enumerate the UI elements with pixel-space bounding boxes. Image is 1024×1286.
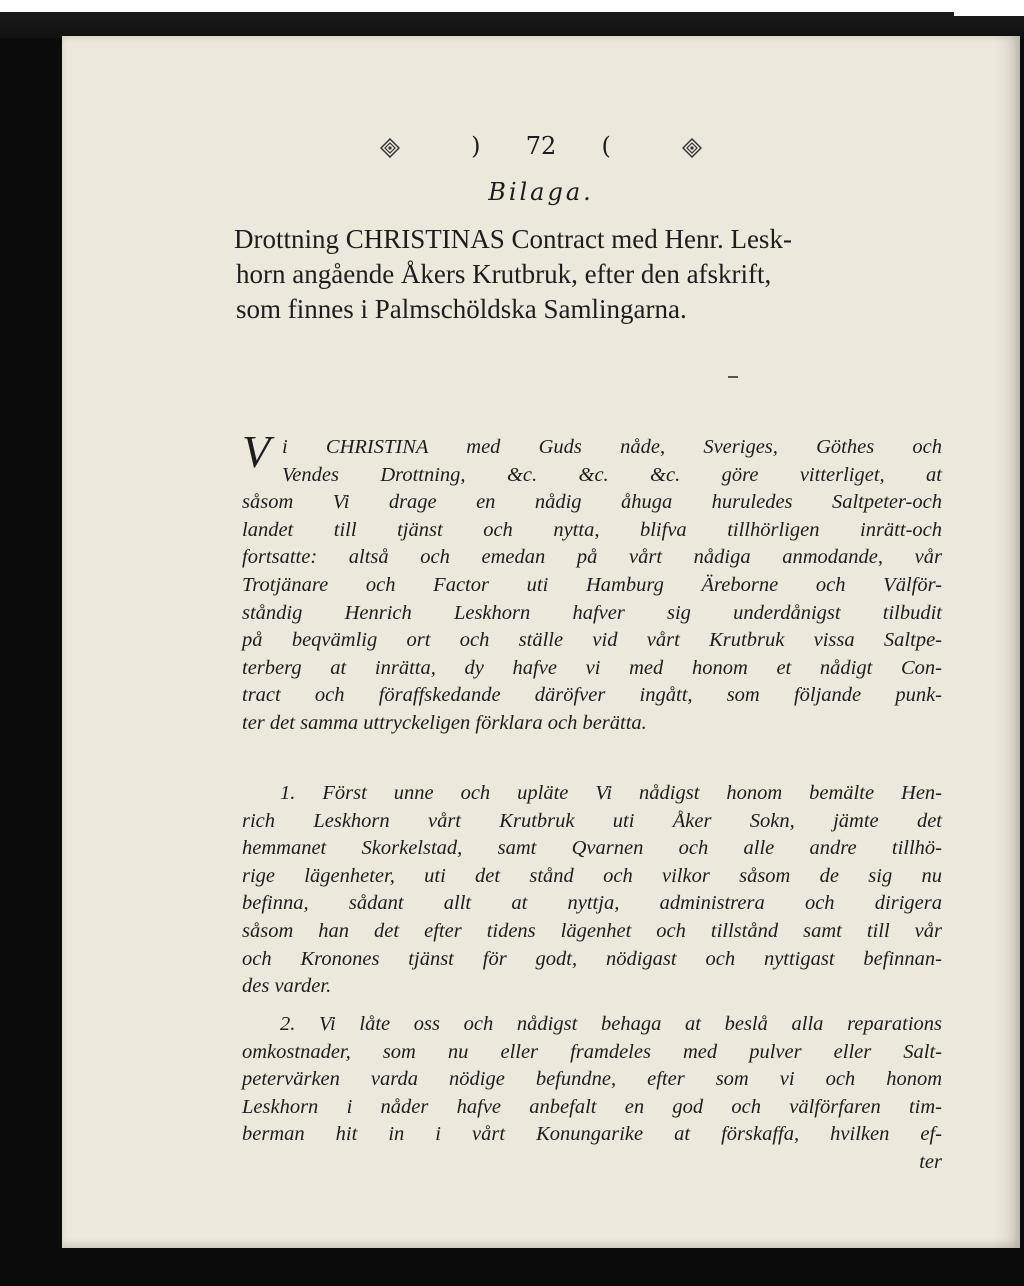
scan-bottom-edge [0, 1248, 1024, 1286]
text-line: ståndig Henrich Leskhorn hafver sig underdånigst tilbudit [242, 601, 942, 624]
paragraph-decree [242, 434, 942, 738]
text-line: rige lägenheter, uti det stånd och vilkor såsom de sig nu [242, 864, 942, 887]
paragraph-point-2 [242, 1011, 942, 1177]
text-line: Vendes Drottning, &c. &c. &c. göre vitterliget, at [282, 463, 942, 486]
text-line: såsom Vi drage en nådig åhuga huruledes Saltpeter-och [242, 491, 942, 514]
header-right-paren: ( [601, 132, 611, 160]
text-line: i CHRISTINA med Guds nåde, Sveriges, Göthes och [282, 436, 942, 458]
text-line: och Kronones tjänst för godt, nödigast och nyttigast befinnan- [242, 947, 942, 970]
book-page [62, 36, 1020, 1248]
text-line: befinna, sådant allt at nyttja, administrera och dirigera [242, 892, 942, 915]
text-line: tract och föraffskedande däröfver ingått, som följande punk- [242, 684, 942, 707]
section-title: Bilaga. [488, 178, 594, 206]
text-line: såsom han det efter tidens lägenhet och tillstånd samt till vår [242, 919, 942, 942]
scan-top-edge [0, 0, 1024, 38]
drop-cap: V [242, 426, 271, 477]
text-line: berman hit in i vårt Konungarike at förskaffa, hvilken ef- [242, 1123, 942, 1146]
diamond-ornament-icon [682, 138, 702, 158]
text-line: rich Leskhorn vårt Krutbruk uti Åker Sokn, jämte det [242, 809, 942, 832]
text-line: ter det samma uttryckeligen förklara och berätta. [242, 711, 647, 734]
scan-top-right-corner [954, 0, 1024, 16]
text-line: 1. Först unne och upläte Vi nådigst honom bemälte Hen- [280, 782, 942, 804]
diamond-ornament-icon [380, 138, 400, 158]
page-number: 72 [525, 132, 557, 160]
intro-heading [234, 222, 942, 327]
text-line: på beqvämlig ort och ställe vid vårt Krutbruk vissa Saltpe- [242, 629, 942, 652]
text-line: fortsatte: altså och emedan på vårt nådiga anmodande, vår [242, 546, 942, 569]
header-left-paren: ) [471, 132, 481, 160]
intro-line: som finnes i Palmschöldska Samlingarna. [236, 294, 687, 324]
separator-dash [728, 376, 738, 378]
text-line: landet till tjänst och nytta, blifva tillhörligen inrätt-och [242, 518, 942, 541]
text-line: terberg at inrätta, dy hafve vi med honom et nådigt Con- [242, 656, 942, 679]
page-header [62, 126, 1020, 166]
text-line: des varder. [242, 975, 332, 998]
paragraph-point-1 [242, 780, 942, 1001]
catchword: ter [919, 1150, 942, 1173]
page-gutter-shade [994, 36, 1020, 1248]
text-line: 2. Vi låte oss och nådigst behaga at beslå alla reparations [280, 1013, 942, 1035]
text-line: omkostnader, som nu eller framdeles med pulver eller Salt- [242, 1040, 942, 1063]
text-line: hemmanet Skorkelstad, samt Qvarnen och alle andre tillhö- [242, 837, 942, 860]
text-line: Leskhorn i nåder hafve anbefalt en god och välförfaren tim- [242, 1095, 942, 1118]
text-line: Trotjänare och Factor uti Hamburg Äreborne och Välför- [242, 573, 942, 596]
text-line: petervärken varda nödige befundne, efter som vi och honom [242, 1068, 942, 1091]
intro-line: horn angående Åkers Krutbruk, efter den afskrift, [236, 259, 772, 289]
intro-line: Drottning CHRISTINAS Contract med Henr. Lesk- [234, 224, 792, 254]
